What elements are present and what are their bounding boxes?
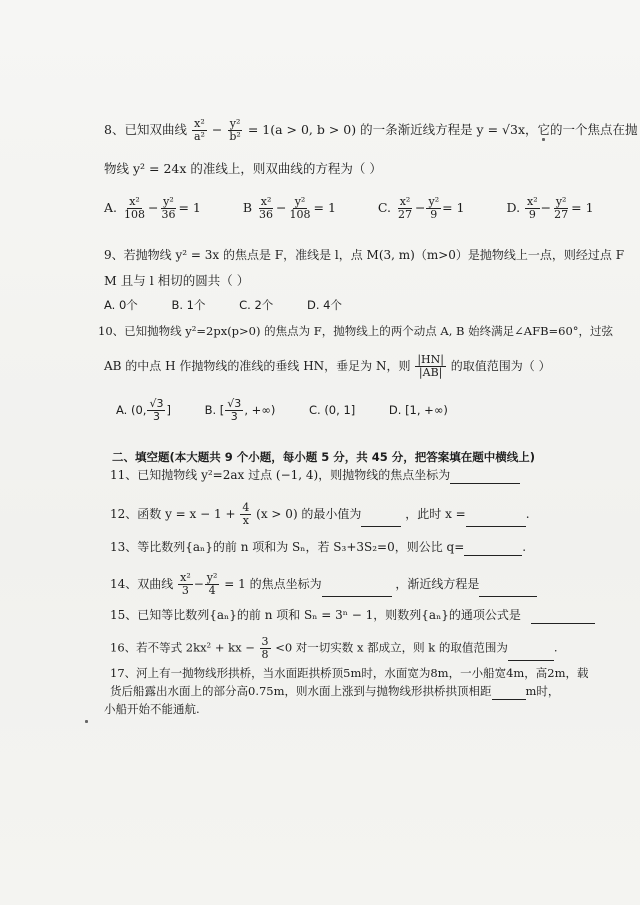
q17-line3: 小船开始不能通航. — [104, 702, 200, 716]
q11-answer-blank[interactable] — [450, 471, 520, 484]
q15-line: 15、已知等比数列{aₙ}的前 n 项和 Sₙ = 3ⁿ − 1，则数列{aₙ}的通项公式是 — [110, 606, 595, 624]
q8-options — [104, 196, 594, 221]
q9-option-d[interactable]: D. 4个 — [306, 298, 342, 312]
q17-line2: 货后船露出水面上的部分高0.75m，则水面上涨到与抛物线形拱桥拱顶相距 m时， — [110, 684, 560, 698]
q8-fraction-1: $\frac{\text{x²}}{\text{a²}}$ — [193, 117, 205, 143]
q12-line: 12、函数 y = x − 1 + $\frac{4}{x}$ (x > 0) 的最小值为 ，此时 x = . — [110, 501, 530, 527]
q9-option-c[interactable]: C. 2个 — [239, 298, 274, 312]
q17-line1: 17、河上有一抛物线形拱桥，当水面距拱桥顶5m时，水面宽为8m，一小船宽4m，高2m，载 — [110, 666, 589, 680]
q12-x-blank[interactable] — [466, 514, 526, 527]
q14-asymptote-blank[interactable] — [479, 584, 537, 597]
q16-answer-blank[interactable] — [508, 648, 554, 661]
q12-min-blank[interactable] — [361, 514, 401, 527]
q9-line1: 9、若抛物线 y² = 3x 的焦点是 F，准线是 l，点 M(3, m)（m>0）是抛物线上一点，则经过点 F — [104, 248, 625, 262]
q16-line: 16、若不等式 2kx² + kx − $\frac{3}{8}$ <0 对一切实数 x 都成立，则 k 的取值范围为 . — [110, 635, 558, 661]
scan-speck — [85, 720, 88, 723]
q17-answer-blank[interactable] — [492, 687, 526, 700]
q9-option-a[interactable]: A. 0个 — [104, 298, 138, 312]
q13-answer-blank[interactable] — [464, 543, 522, 556]
q8-line2: 物线 y² = 24x 的准线上，则双曲线的方程为（ ） — [104, 161, 382, 176]
q10-option-d[interactable]: D. [1, +∞) — [388, 403, 448, 417]
q10-line2: AB 的中点 H 作抛物线的准线的垂线 HN，垂足为 N，则 $\frac{|HN|}{|AB|}$ 的取值范围为（ ） — [104, 353, 551, 379]
section-heading: 二、填空题(本大题共 9 个小题，每小题 5 分，共 45 分，把答案填在题中横线上) — [112, 450, 536, 464]
q10-line1: 10、已知抛物线 y²=2px(p>0) 的焦点为 F，抛物线上的两个动点 A, B 始终满足∠AFB=60°，过弦 — [98, 324, 614, 338]
q14-focus-blank[interactable] — [322, 584, 392, 597]
q9-option-b[interactable]: B. 1个 — [171, 298, 206, 312]
q10-options — [116, 398, 486, 423]
q9-options — [104, 296, 380, 314]
q10-option-b[interactable]: B. [ $\frac{√3}{3}$ , +∞) — [204, 397, 276, 423]
q8-text: 8、已知双曲线 — [104, 122, 187, 137]
q14-line: 14、双曲线 $\frac{\text{x²}}{3}$ − $\frac{\text{y²}}{4}$ = 1 的焦点坐标为 ，渐近线方程是 — [110, 572, 537, 597]
q8-fraction-2: $\frac{\text{y²}}{\text{b²}}$ — [229, 117, 241, 143]
q10-option-a[interactable]: A. (0, $\frac{√3}{3}$ ] — [116, 397, 171, 423]
scan-speck — [542, 138, 545, 141]
q8-option-a[interactable]: A. $\frac{\text{x²}}{108}$ − $\frac{\text{y²}}{36}$ = 1 — [104, 195, 201, 221]
q8-option-b[interactable]: B $\frac{\text{x²}}{36}$ − $\frac{\text{y²}}{108}$ = 1 — [242, 195, 336, 221]
q15-answer-blank[interactable] — [531, 611, 595, 624]
q10-fraction: $\frac{|HN|}{|AB|}$ — [417, 353, 444, 379]
q9-line2: M 且与 l 相切的圆共（ ） — [104, 273, 250, 288]
q8-line1: 8、已知双曲线 $\frac{\text{x²}}{\text{a²}}$ − $\frac{\text{y²}}{\text{b²}}$ = 1(a > 0, b > 0) 的一条渐近线方程是 y = √3x，它的一个焦点在抛 — [104, 117, 638, 143]
q8-option-c[interactable]: C. $\frac{\text{x²}}{27}$ − $\frac{\text{y²}}{9}$ = 1 — [377, 195, 465, 221]
q8-option-d[interactable]: D. $\frac{\text{x²}}{9}$ − $\frac{\text{y²}}{27}$ = 1 — [506, 195, 594, 221]
q11-line: 11、已知抛物线 y²=2ax 过点 (−1, 4)，则抛物线的焦点坐标为 — [110, 466, 520, 484]
q13-line: 13、等比数列{aₙ}的前 n 项和为 Sₙ，若 S₃+3S₂=0，则公比 q= . — [110, 540, 527, 554]
q10-option-c[interactable]: C. (0, 1] — [308, 403, 356, 417]
